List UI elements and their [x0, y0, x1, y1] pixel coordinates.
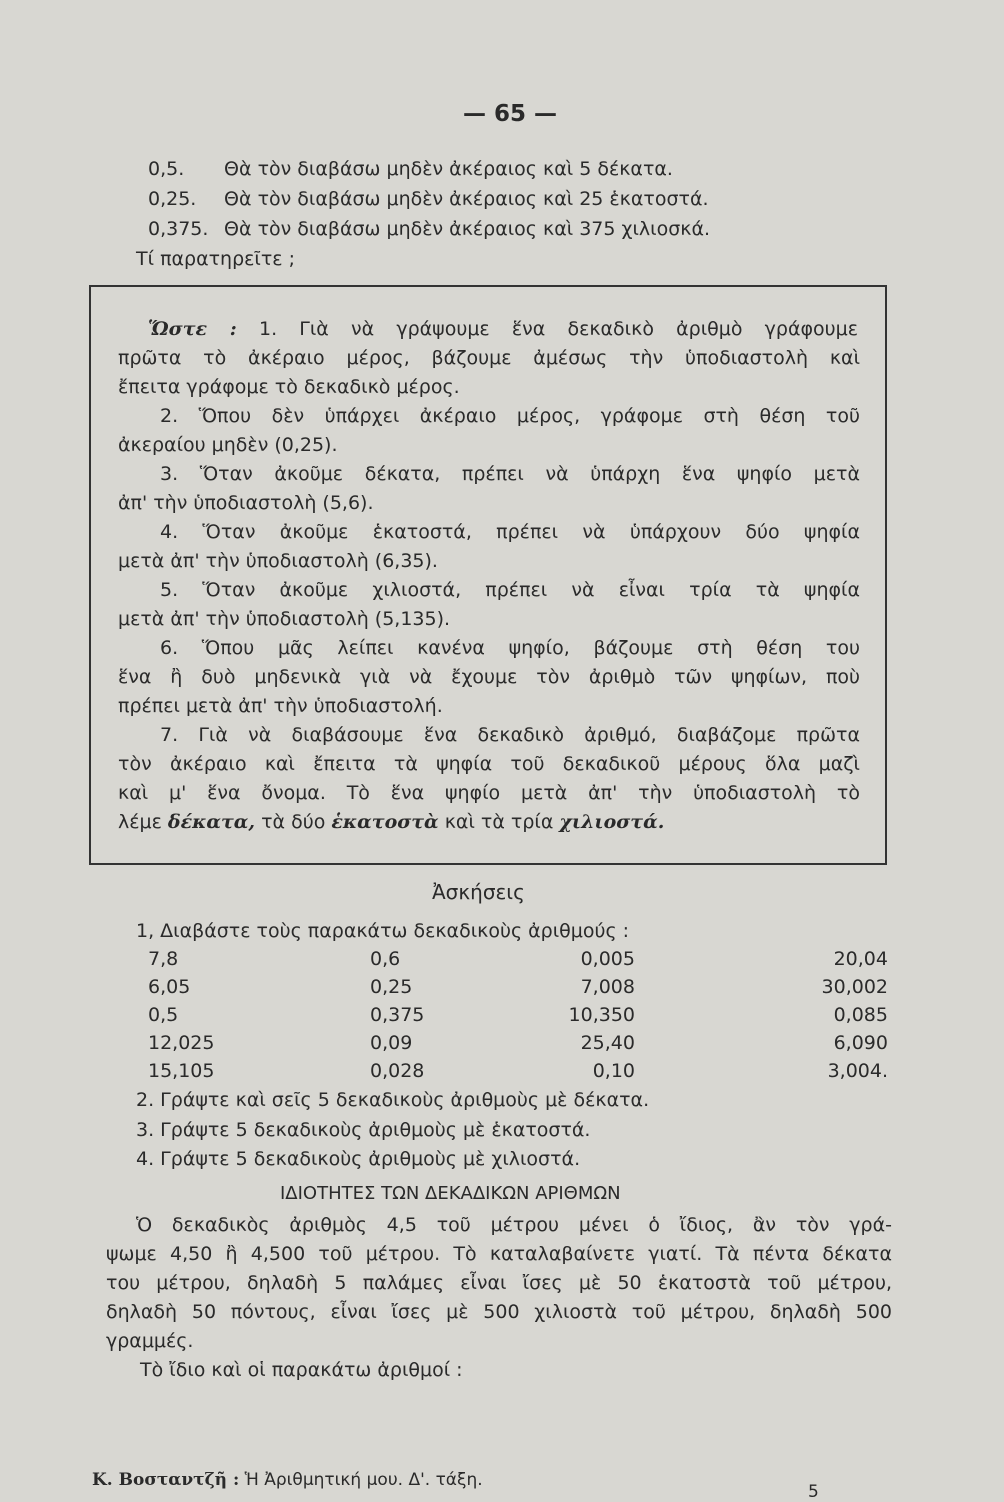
table-row: [140, 1004, 890, 1030]
rule-line: 7. Γιὰ νὰ διαβάσουμε ἕνα δεκαδικὸ ἀριθμό, διαβάζομε πρῶτα: [160, 724, 860, 746]
intro-number: 0,25.: [148, 188, 197, 210]
paragraph-line: δηλαδὴ 50 πόντους, εἶναι ἴσες μὲ 500 χιλιοστὰ τοῦ μέτρου, δηλαδὴ 500: [106, 1301, 892, 1323]
intro-line: [148, 218, 710, 240]
table-cell: 0,085: [833, 1004, 888, 1026]
footer-author: Κ. Βοσταντζῆ :: [92, 1470, 240, 1490]
rule-line: πρῶτα τὸ ἀκέραιο μέρος, βάζουμε ἀμέσως τὴν ὑποδιαστολὴ καὶ: [118, 347, 860, 369]
exercise-3: 3. Γράψτε 5 δεκαδικοὺς ἀριθμοὺς μὲ ἑκατοστά.: [136, 1119, 591, 1141]
term-hundredths: ἑκατοστὰ: [331, 811, 439, 833]
rule-line: 3. Ὅταν ἀκοῦμε δέκατα, πρέπει νὰ ὑπάρχη ἕνα ψηφίο μετὰ: [160, 463, 860, 485]
rule-text: καὶ τὰ τρία: [444, 811, 554, 833]
table-cell: 30,002: [821, 976, 888, 998]
rule-line: 6. Ὅπου μᾶς λείπει κανένα ψηφίο, βάζουμε στὴ θέση του: [160, 637, 860, 659]
exercise-1: 1, Διαβάστε τοὺς παρακάτω δεκαδικοὺς ἀριθμούς :: [136, 920, 630, 942]
table-cell: 6,05: [148, 976, 191, 998]
rules-box: [89, 285, 887, 865]
rule-line: μετὰ ἀπ' τὴν ὑποδιαστολὴ (6,35).: [118, 550, 438, 572]
table-cell: 0,6: [370, 948, 401, 970]
rule-line: ἕνα ἢ δυὸ μηδενικὰ γιὰ νὰ ἔχουμε τὸν ἀριθμὸ τῶν ψηφίων, ποὺ: [118, 666, 860, 688]
rule-line-last: [118, 811, 860, 833]
paragraph-line: του μέτρου, δηλαδὴ 5 παλάμες εἶναι ἴσες μὲ 50 ἑκατοστὰ τοῦ μέτρου,: [106, 1272, 892, 1294]
table-cell: 3,004.: [827, 1060, 888, 1082]
rule-line: μετὰ ἀπ' τὴν ὑποδιαστολὴ (5,135).: [118, 608, 451, 630]
table-cell: 0,25: [370, 976, 413, 998]
rule-line: ἀκεραίου μηδὲν (0,25).: [118, 434, 338, 456]
paragraph-line: γραμμές.: [106, 1330, 194, 1352]
rule-line: ἀπ' τὴν ὑποδιαστολὴ (5,6).: [118, 492, 374, 514]
rule-line: τὸν ἀκέραιο καὶ ἔπειτα τὰ ψηφία τοῦ δεκαδικοῦ μέρους ὅλα μαζὶ: [118, 753, 860, 775]
table-row: [140, 948, 890, 974]
table-cell: 7,008: [580, 976, 635, 998]
footer: [92, 1470, 483, 1490]
table-cell: 25,40: [580, 1032, 635, 1054]
intro-line: [148, 158, 673, 180]
exercise-4: 4. Γράψτε 5 δεκαδικοὺς ἀριθμοὺς μὲ χιλιοστά.: [136, 1148, 581, 1170]
table-row: [140, 976, 890, 1002]
table-cell: 10,350: [568, 1004, 635, 1026]
footer-book: Ἡ Ἀριθμητική μου. Δ'. τάξη.: [244, 1470, 483, 1490]
table-cell: 0,10: [592, 1060, 635, 1082]
table-cell: 0,5: [148, 1004, 179, 1026]
rule-line: καὶ μ' ἕνα ὄνομα. Τὸ ἕνα ψηφίο μετὰ ἀπ' τὴν ὑποδιαστολὴ τὸ: [118, 782, 860, 804]
intro-text: Θὰ τὸν διαβάσω μηδὲν ἀκέραιος καὶ 375 χιλιοσκά.: [224, 218, 711, 240]
intro-text: Θὰ τὸν διαβάσω μηδὲν ἀκέραιος καὶ 25 ἑκατοστά.: [224, 188, 709, 210]
exercise-2: 2. Γράψτε καὶ σεῖς 5 δεκαδικοὺς ἀριθμοὺς μὲ δέκατα.: [136, 1089, 650, 1111]
table-cell: 12,025: [148, 1032, 215, 1054]
table-cell: 6,090: [833, 1032, 888, 1054]
intro-number: 0,5.: [148, 158, 185, 180]
table-cell: 15,105: [148, 1060, 215, 1082]
rule-line: 2. Ὅπου δὲν ὑπάρχει ἀκέραιο μέρος, γράφομε στὴ θέση τοῦ: [160, 405, 860, 427]
paragraph-line: Ὁ δεκαδικὸς ἀριθμὸς 4,5 τοῦ μέτρου μένει ὁ ἴδιος, ἂν τὸν γρά-: [136, 1214, 892, 1236]
section-title: ΙΔΙΟΤΗΤΕΣ ΤΩΝ ΔΕΚΑΔΙΚΩΝ ΑΡΙΘΜΩΝ: [280, 1183, 621, 1204]
table-cell: 0,005: [580, 948, 635, 970]
signature-mark: 5: [808, 1482, 819, 1502]
table-cell: 0,09: [370, 1032, 413, 1054]
intro-line: [148, 188, 709, 210]
table-cell: 20,04: [833, 948, 888, 970]
intro-number: 0,375.: [148, 218, 209, 240]
rule-text: 1. Γιὰ νὰ γράψουμε ἕνα δεκαδικὸ ἀριθμὸ γράφουμε: [258, 318, 858, 340]
term-thousandths: χιλιοστά.: [559, 811, 665, 833]
intro-text: Θὰ τὸν διαβάσω μηδὲν ἀκέραιος καὶ 5 δέκατα.: [224, 158, 673, 180]
exercises-title: Ἀσκήσεις: [432, 880, 525, 904]
rule-lead: Ὥστε :: [148, 318, 237, 340]
page-number: — 65 —: [462, 101, 558, 127]
table-cell: 0,375: [370, 1004, 425, 1026]
rule-text: τὰ δύο: [261, 811, 326, 833]
rule-line: 4. Ὅταν ἀκοῦμε ἑκατοστά, πρέπει νὰ ὑπάρχουν δύο ψηφία: [160, 521, 860, 543]
closing-line: Τὸ ἴδιο καὶ οἱ παρακάτω ἀριθμοί :: [140, 1359, 463, 1381]
rule-line: ἔπειτα γράφομε τὸ δεκαδικὸ μέρος.: [118, 376, 460, 398]
rule-text: λέμε: [118, 811, 162, 833]
table-row: [140, 1060, 890, 1086]
rule-line: πρέπει μετὰ ἀπ' τὴν ὑποδιαστολή.: [118, 695, 443, 717]
question-line: Τί παρατηρεῖτε ;: [136, 248, 296, 270]
paragraph-line: ψωμε 4,50 ἢ 4,500 τοῦ μέτρου. Τὸ καταλαβαίνετε γιατί. Τὰ πέντα δέκατα: [106, 1243, 892, 1265]
rule-line: [148, 318, 858, 340]
table-cell: 0,028: [370, 1060, 425, 1082]
table-row: [140, 1032, 890, 1058]
rule-line: 5. Ὅταν ἀκοῦμε χιλιοστά, πρέπει νὰ εἶναι τρία τὰ ψηφία: [160, 579, 860, 601]
term-tenths: δέκατα,: [167, 811, 256, 833]
table-cell: 7,8: [148, 948, 179, 970]
